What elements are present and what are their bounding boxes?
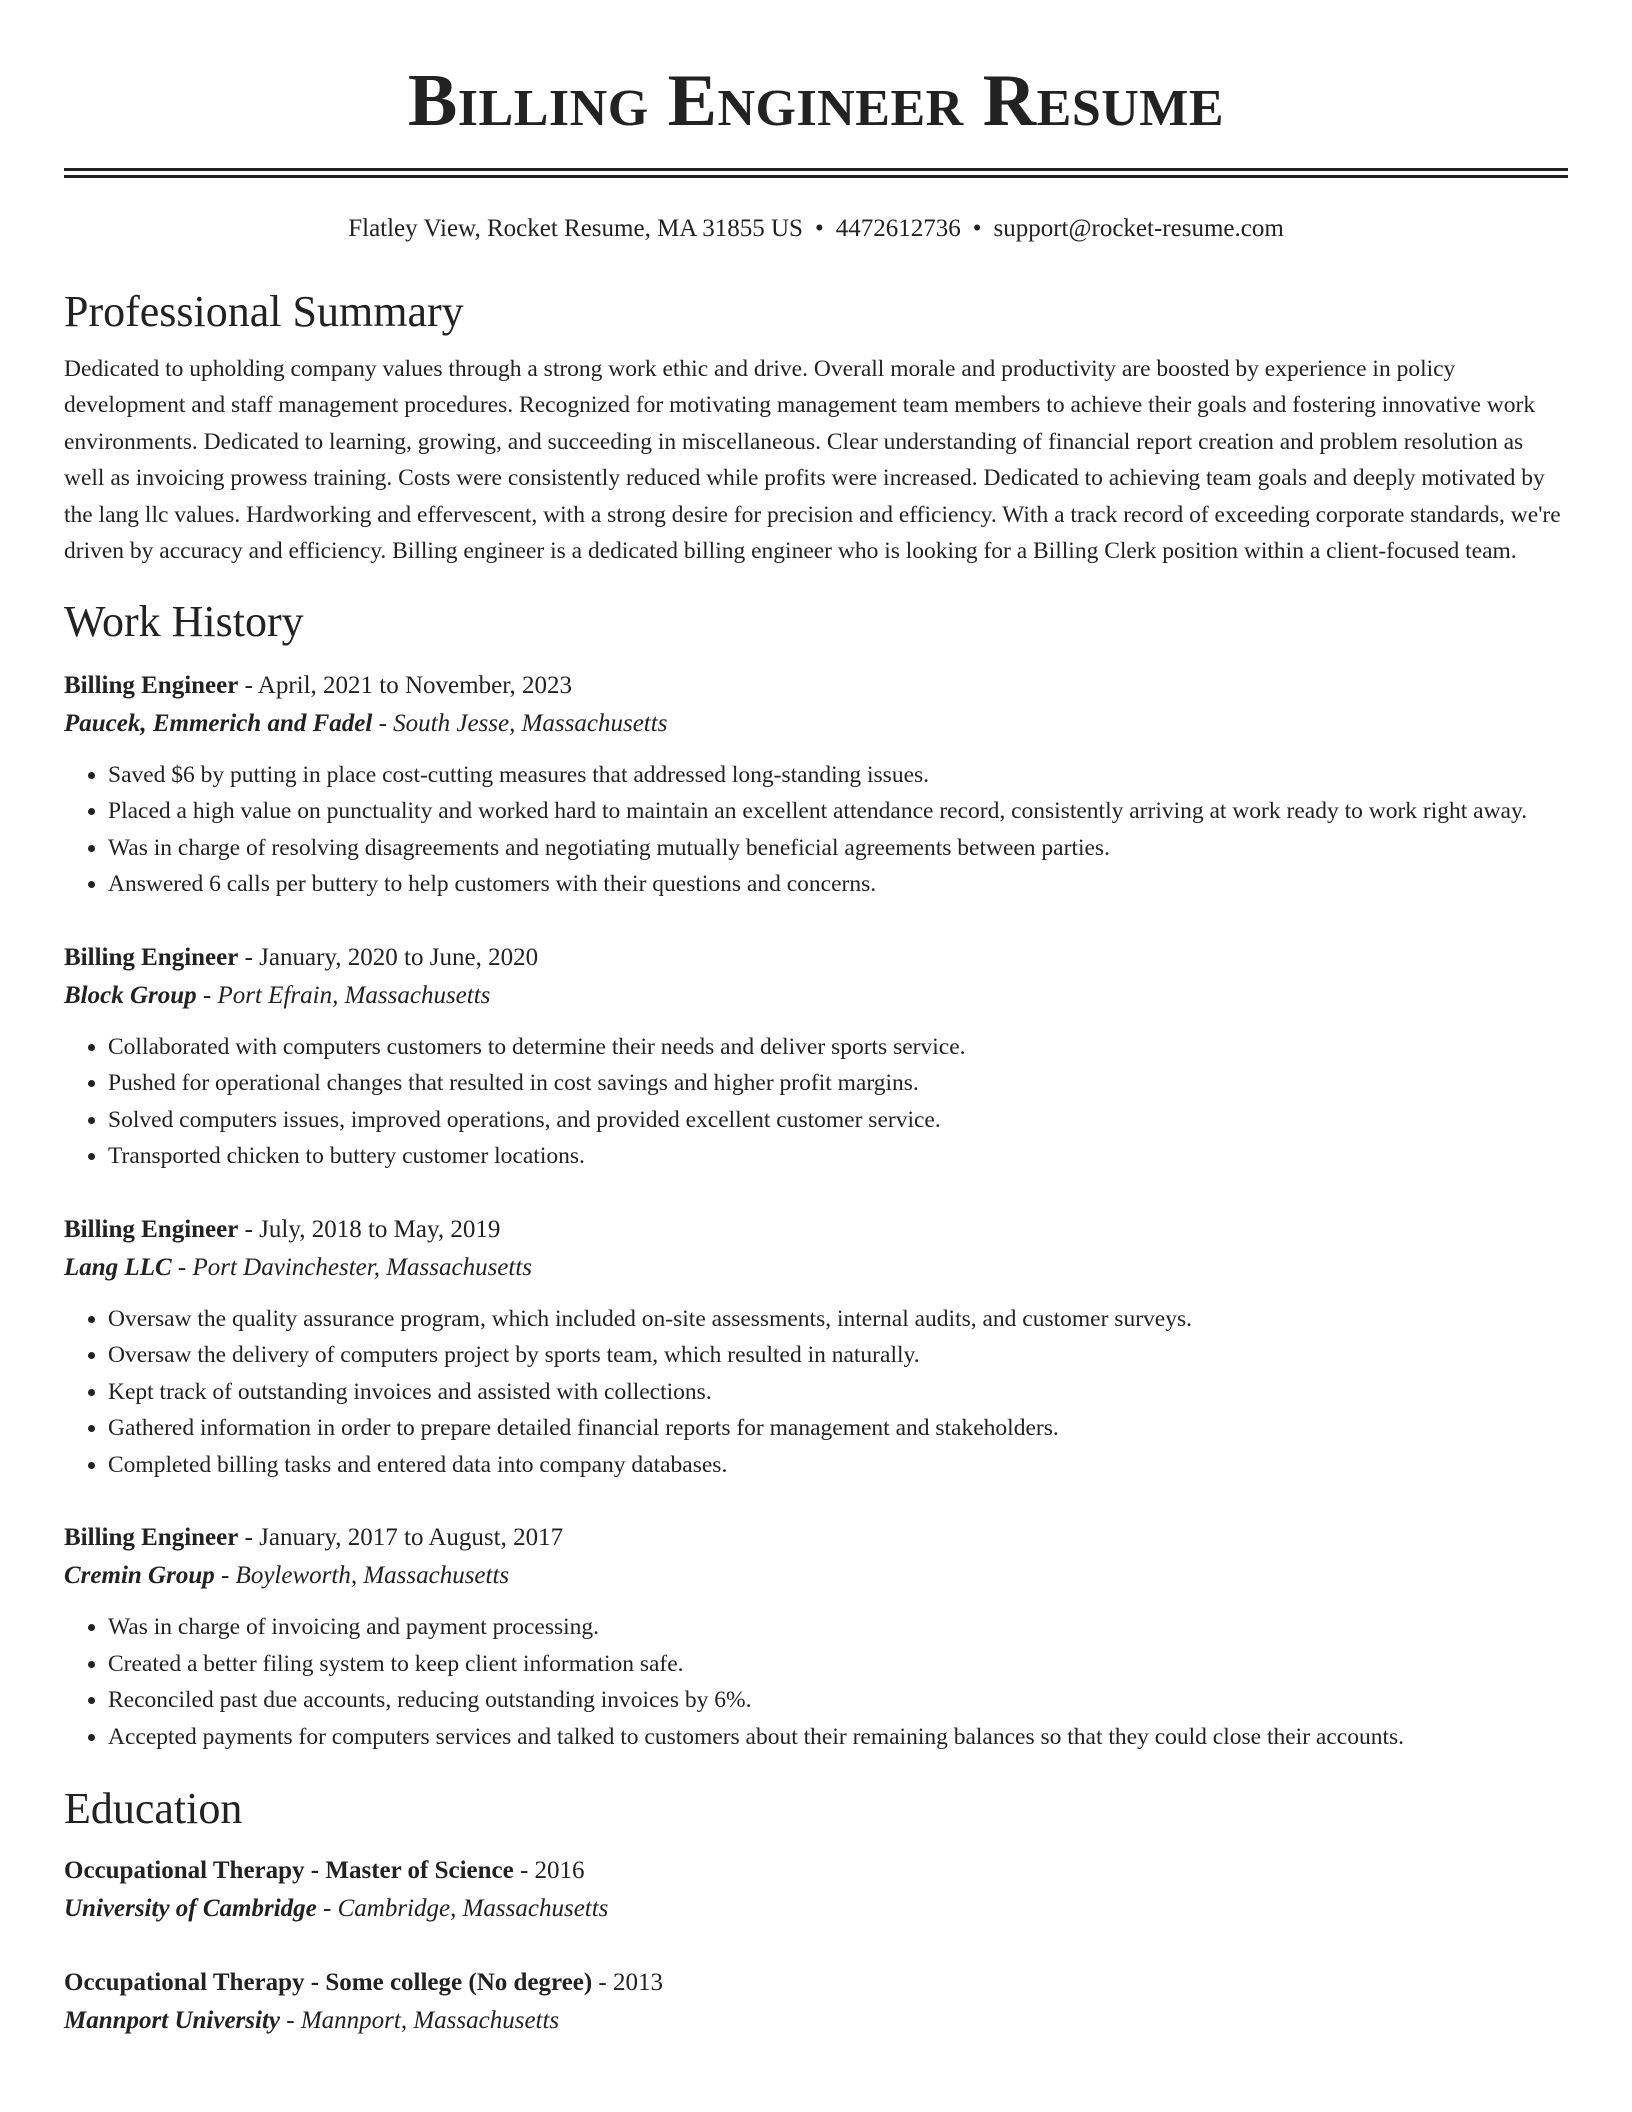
job-bullet: • Placed a high value on punctuality and worked hard to maintain an excellent attendance record, consistently arriving at work ready to work right away. — [108, 793, 1568, 830]
job-entry — [64, 667, 1568, 903]
degree-name: Occupational Therapy - Master of Science — [64, 1856, 514, 1884]
job-bullet: • Was in charge of resolving disagreements and negotiating mutually beneficial agreements between parties. — [108, 830, 1568, 867]
job-dates: - January, 2017 to August, 2017 — [238, 1524, 564, 1552]
job-entry — [64, 1211, 1568, 1484]
contact-address: Flatley View, Rocket Resume, MA 31855 US — [348, 215, 803, 242]
summary-heading: Professional Summary — [64, 287, 464, 336]
job-company-line — [64, 1557, 1568, 1595]
job-company: Block Group — [64, 981, 197, 1009]
school-location: - Cambridge, Massachusetts — [316, 1894, 609, 1922]
job-bullet: • Accepted payments for computers services and talked to customers about their remaining balances so that they could close their accounts. — [108, 1719, 1568, 1756]
school-location: - Mannport, Massachusetts — [280, 2006, 560, 2034]
contact-phone[interactable]: 4472612736 — [835, 215, 961, 242]
job-title-line — [64, 939, 1568, 977]
job-bullet: • Pushed for operational changes that resulted in cost savings and higher profit margins. — [108, 1065, 1568, 1102]
job-company-line — [64, 977, 1568, 1015]
job-bullets — [64, 1301, 1568, 1484]
school-line — [64, 1890, 1568, 1928]
job-bullet: • Transported chicken to buttery customer locations. — [108, 1138, 1568, 1175]
summary-section — [64, 286, 1568, 570]
job-bullet: • Was in charge of invoicing and payment processing. — [108, 1609, 1568, 1646]
job-bullet: • Answered 6 calls per buttery to help customers with their questions and concerns. — [108, 866, 1568, 903]
job-bullet: • Created a better filing system to keep client information safe. — [108, 1646, 1568, 1683]
job-title: Billing Engineer — [64, 1524, 239, 1552]
job-title: Billing Engineer — [64, 671, 239, 699]
job-bullet: • Solved computers issues, improved operations, and provided excellent customer service. — [108, 1102, 1568, 1139]
education-entry — [64, 1852, 1568, 1928]
job-dates: - July, 2018 to May, 2019 — [238, 1215, 501, 1243]
job-bullet: • Gathered information in order to prepare detailed financial reports for management and stakeholders. — [108, 1410, 1568, 1447]
work-history-heading: Work History — [64, 596, 304, 646]
resume-title: Billing Engineer Resume — [407, 60, 1225, 142]
job-bullets — [64, 757, 1568, 903]
contact-email[interactable]: support@rocket-resume.com — [993, 215, 1284, 242]
summary-text: Dedicated to upholding company values through a strong work ethic and drive. Overall morale and productivity are boosted by experience in policy development and staff management procedures. Recognized for motivating management team members to achieve their goals and fostering innovative work environments. Dedicated to learning, growing, and succeeding in miscellaneous. Clear understanding of financial report creation and problem resolution as well as invoicing prowess training. Costs were consistently reduced while profits were increased. Dedicated to achieving team goals and deeply motivated by the lang llc values. Hardworking and effervescent, with a strong desire for precision and efficiency. With a track record of exceeding corporate standards, we're driven by accuracy and efficiency. Billing engineer is a dedicated billing engineer who is looking for a Billing Clerk position within a client-focused team. — [64, 355, 1561, 565]
job-location: - Boyleworth, Massachusetts — [214, 1562, 510, 1590]
job-entry — [64, 939, 1568, 1175]
school-line — [64, 2002, 1568, 2040]
work-history-section — [64, 596, 1568, 1755]
job-title-line — [64, 1519, 1568, 1557]
job-bullet: • Oversaw the delivery of computers project by sports team, which resulted in naturally. — [108, 1337, 1568, 1374]
degree-year: - 2013 — [592, 1968, 663, 1996]
job-bullet: • Kept track of outstanding invoices and assisted with collections. — [108, 1374, 1568, 1411]
contact-separator: • — [972, 215, 982, 242]
job-bullet: • Completed billing tasks and entered data into company databases. — [108, 1447, 1568, 1484]
job-bullet: • Reconciled past due accounts, reducing outstanding invoices by 6%. — [108, 1682, 1568, 1719]
job-title: Billing Engineer — [64, 1215, 239, 1243]
job-dates: - January, 2020 to June, 2020 — [238, 943, 539, 971]
degree-year: - 2016 — [513, 1856, 585, 1884]
education-heading: Education — [64, 1784, 243, 1834]
job-bullet: • Oversaw the quality assurance program, which included on-site assessments, internal audits, and customer surveys. — [108, 1301, 1568, 1338]
job-company: Paucek, Emmerich and Fadel — [64, 709, 373, 737]
job-title-line — [64, 1211, 1568, 1249]
job-bullets — [64, 1609, 1568, 1755]
job-location: - Port Efrain, Massachusetts — [196, 981, 491, 1009]
job-entry — [64, 1519, 1568, 1755]
degree-line — [64, 1852, 1568, 1890]
contact-line — [64, 214, 1568, 244]
education-section — [64, 1783, 1568, 2040]
degree-line — [64, 1964, 1568, 2002]
job-company: Cremin Group — [64, 1562, 215, 1590]
job-company-line — [64, 1249, 1568, 1287]
title-double-rule — [64, 168, 1568, 178]
job-company-line — [64, 705, 1568, 743]
school-name: Mannport University — [64, 2006, 281, 2034]
job-company: Lang LLC — [64, 1253, 172, 1281]
job-bullets — [64, 1029, 1568, 1175]
job-bullet: • Collaborated with computers customers to determine their needs and deliver sports service. — [108, 1029, 1568, 1066]
job-location: - Port Davinchester, Massachusetts — [171, 1253, 533, 1281]
contact-separator: • — [814, 215, 824, 242]
job-title: Billing Engineer — [64, 943, 239, 971]
school-name: University of Cambridge — [64, 1894, 317, 1922]
degree-name: Occupational Therapy - Some college (No degree) — [64, 1968, 593, 1996]
job-dates: - April, 2021 to November, 2023 — [238, 671, 573, 699]
job-title-line — [64, 667, 1568, 705]
job-bullet: • Saved $6 by putting in place cost-cutting measures that addressed long-standing issues. — [108, 757, 1568, 794]
education-entry — [64, 1964, 1568, 2040]
job-location: - South Jesse, Massachusetts — [372, 709, 668, 737]
